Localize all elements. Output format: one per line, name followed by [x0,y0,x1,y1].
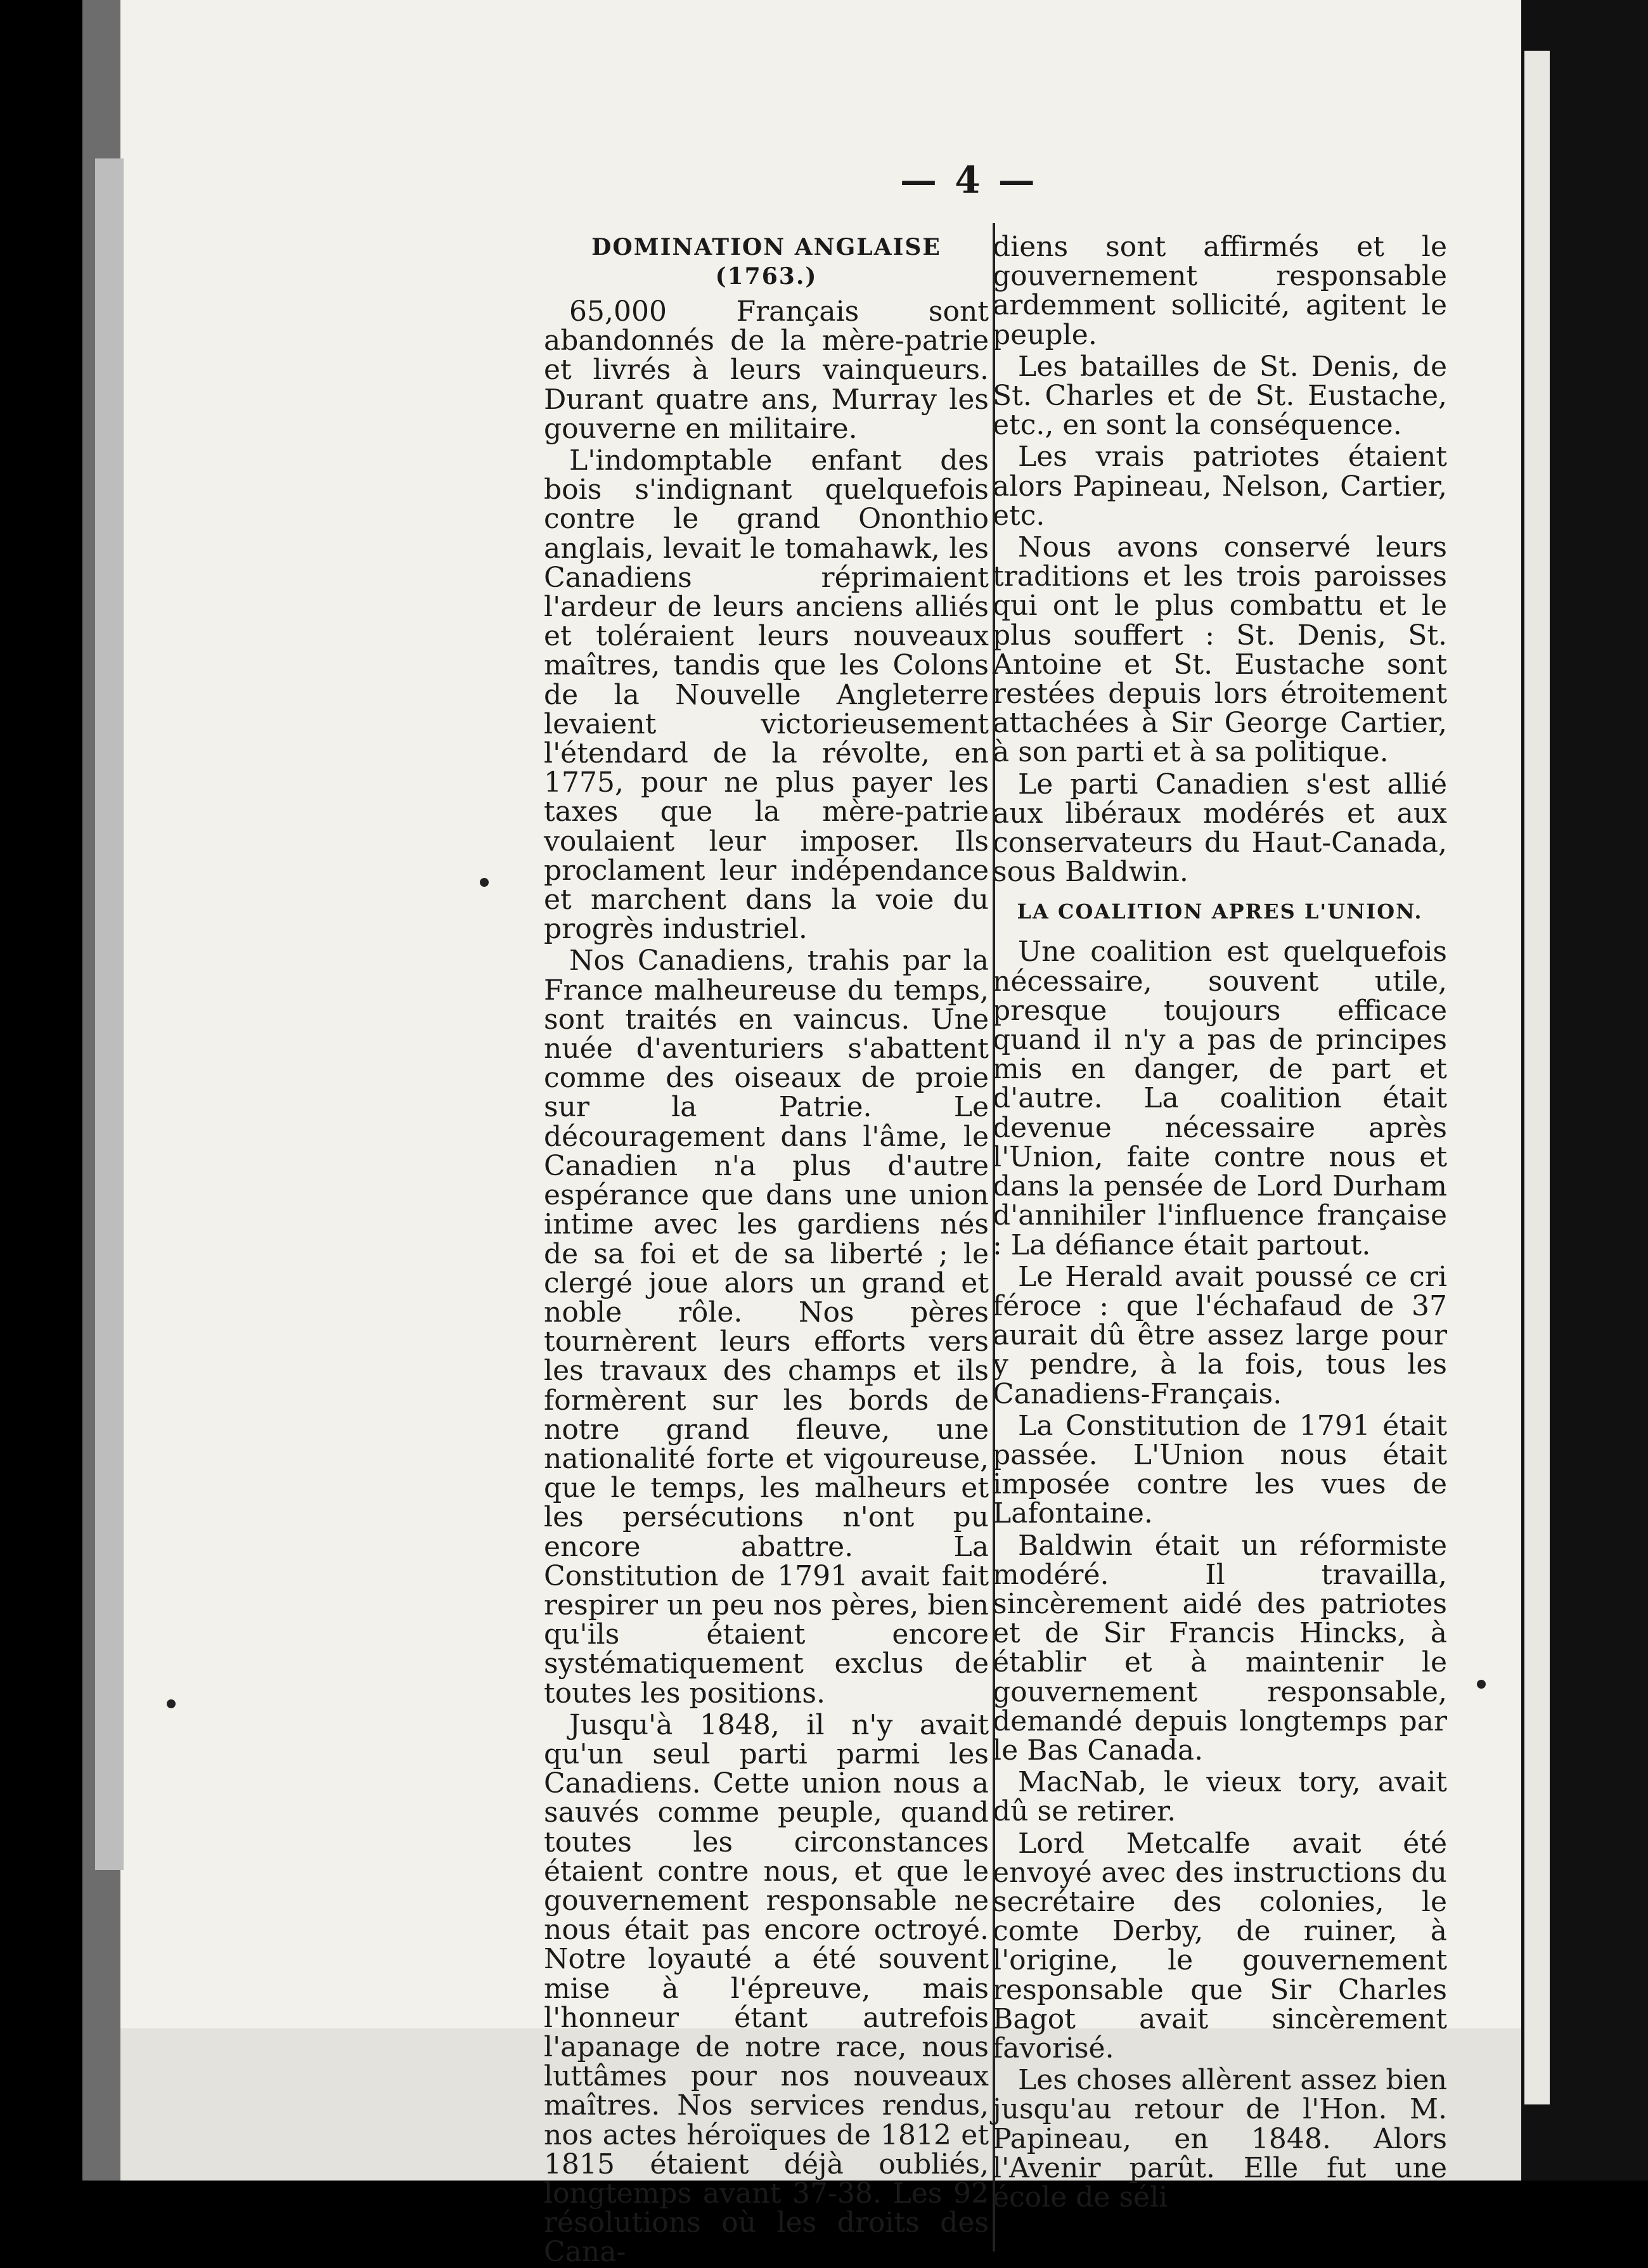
margin-dot-mark [167,1699,176,1708]
margin-dot-mark [1477,1680,1486,1689]
paragraph: Jusqu'à 1848, il n'y avait qu'un seul parti parmi les Canadiens. Cette union nous a sauvés comme peuple, quand toutes les circonstances étaient contre nous, et que le gouvernement responsable ne nous était pas encore octroyé. Notre loyauté a été souvent mise à l'épreuve, mais l'honneur étant autrefois l'apanage de notre race, nous luttâmes pour nos nouveaux maîtres. Nos services rendus, nos actes héroïques de 1812 et 1815 étaient déjà oubliés, longtemps avant 37-38. Les 92 résolutions où les droits des Cana- [544,1708,989,2268]
right-column [993,233,1447,2212]
section-heading-coalition: LA COALITION APRES L'UNION. [1017,899,1423,924]
paragraph: 65,000 Français sont abandonnés de la mère-patrie et livrés à leurs vainqueurs. Durant quatre ans, Murray les gouverne en militaire. [544,295,989,445]
paragraph: Nos Canadiens, trahis par la France malheureuse du temps, sont traités en vaincus. Une nuée d'aventuriers s'abattent comme des oiseaux de proie sur la Patrie. Le découragement dans l'âme, le Canadien n'a plus d'autre espérance que dans une union intime avec les gardiens nés de sa foi et de sa liberté ; le clergé joue alors un grand et noble rôle. Nos pères tournèrent leurs efforts vers les travaux des champs et ils formèrent sur les bords de notre grand fleuve, une nationalité forte et vigoureuse, que le temps, les malheurs et les persécutions n'ont pu encore abattre. La Constitution de 1791 avait fait respirer un peu nos pères, bien qu'ils étaient encore systématiquement exclus de toutes les positions. [544,944,989,1710]
paragraph: Une coalition est quelquefois nécessaire, souvent utile, presque toujours efficace quand il n'y a pas de principes mis en danger, de part et d'autre. La coalition était devenue nécessaire après l'Union, faite contre nous et dans la pensée de Lord Durham d'annihiler l'influence française : La défiance était partout. [993,936,1447,1261]
paragraph: Baldwin était un réformiste modéré. Il travailla, sincèrement aidé des patriotes et de Sir Francis Hincks, à établir et à maintenir le gouvernement responsable, demandé depuis longtemps par le Bas Canada. [993,1529,1447,1767]
left-column [544,233,989,2267]
paragraph: L'indomptable enfant des bois s'indignant quelquefois contre le grand Ononthio anglais, levait le tomahawk, les Canadiens réprimaient l'ardeur de leurs anciens alliés et toléraient leurs nouveaux maîtres, tandis que les Colons de la Nouvelle Angleterre levaient victorieusement l'étendard de la révolte, en 1775, pour ne plus payer les taxes que la mère-patrie voulaient leur imposer. Ils proclament leur indépendance et marchent dans la voie du progrès industriel. [544,444,989,946]
paragraph: MacNab, le vieux tory, avait dû se retirer. [993,1766,1447,1828]
next-page-edge [1524,51,1550,2104]
paragraph: Les vrais patriotes étaient alors Papineau, Nelson, Cartier, etc. [993,441,1447,532]
paragraph: La Constitution de 1791 était passée. L'Union nous était imposée contre les vues de Lafontaine. [993,1409,1447,1530]
paragraph: Lord Metcalfe avait été envoyé avec des instructions du secrétaire des colonies, le comte Derby, de ruiner, à l'origine, le gouvernement responsable que Sir Charles Bagot avait sincèrement favorisé. [993,1827,1447,2065]
paragraph: Nous avons conservé leurs traditions et les trois paroisses qui ont le plus combattu et le plus souffert : St. Denis, St. Antoine et St. Eustache sont restées depuis lors étroitement attachées à Sir George Cartier, à son parti et à sa politique. [993,531,1447,769]
page-number: — 4 — [900,158,1038,202]
section-heading-domination: DOMINATION ANGLAISE (1763.) [591,234,941,290]
paragraph-continued: diens sont affirmés et le gouvernement responsable ardemment sollicité, agitent le peuple. [993,231,1447,351]
paragraph: Le parti Canadien s'est allié aux libéraux modérés et aux conservateurs du Haut-Canada, sous Baldwin. [993,768,1447,889]
paragraph: Le Herald avait poussé ce cri féroce : que l'échafaud de 37 aurait dû être assez large pour y pendre, à la fois, tous les Canadiens-Français. [993,1260,1447,1410]
paragraph: Les batailles de St. Denis, de St. Charles et de St. Eustache, etc., en sont la conséquence. [993,350,1447,442]
paragraph: Les choses allèrent assez bien jusqu'au retour de l'Hon. M. Papineau, en 1848. Alors l'Avenir parût. Elle fut une école de séli [993,2064,1447,2213]
page-binding-shadow [95,158,124,1870]
margin-dot-mark [480,878,489,887]
